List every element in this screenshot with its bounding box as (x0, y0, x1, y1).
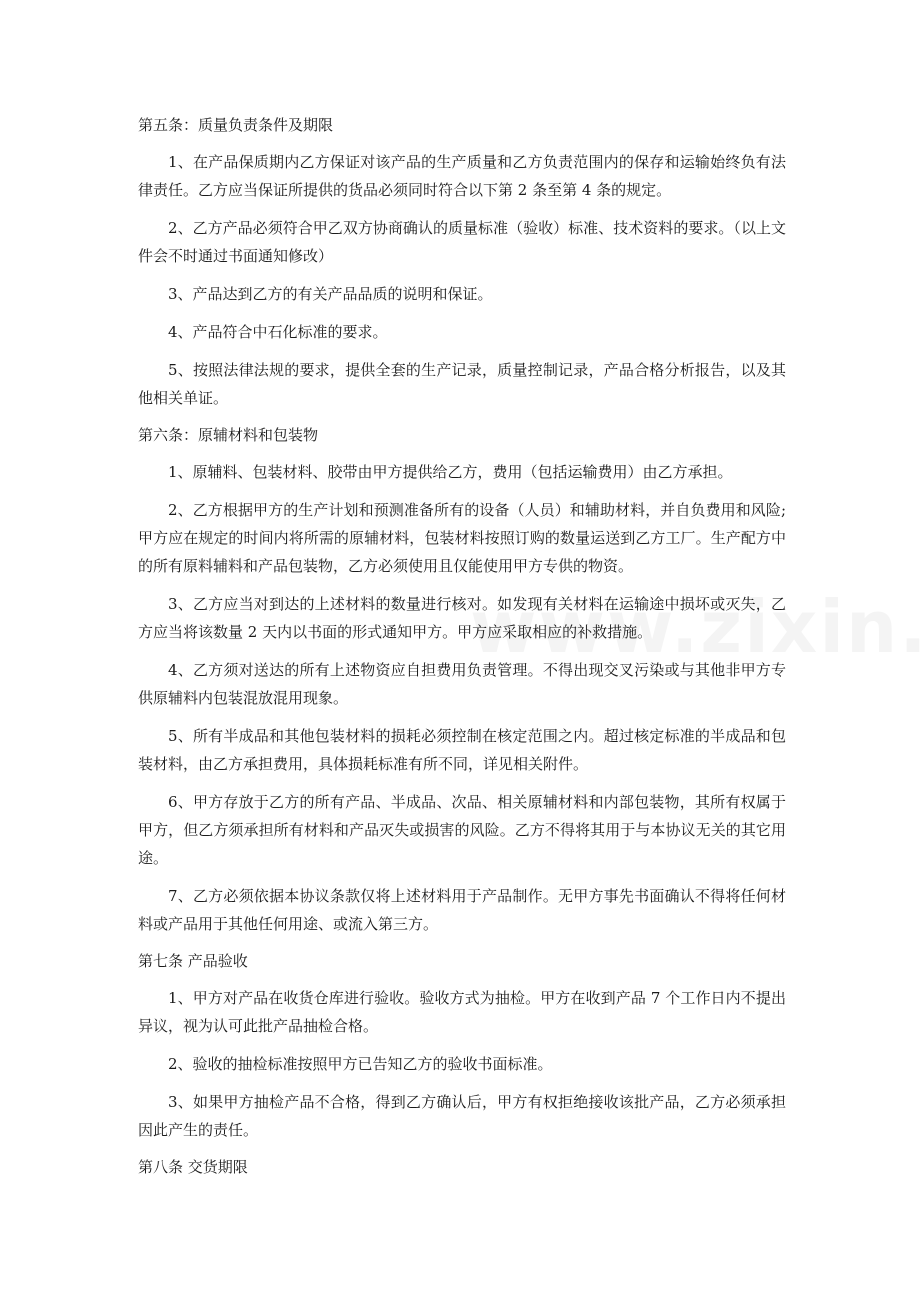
paragraph: 4、产品符合中石化标准的要求。 (168, 323, 388, 341)
section-8 (138, 1154, 786, 1180)
section-7 (138, 948, 786, 1144)
paragraph: 1、甲方对产品在收货仓库进行验收。验收方式为抽检。甲方在收到产品 7 个工作日内不提出异议，视为认可此批产品抽检合格。 (138, 989, 786, 1035)
paragraph: 2、乙方产品必须符合甲乙双方协商确认的质量标准（验收）标准、技术资料的要求。（以上文件会不时通过书面通知修改） (138, 219, 786, 265)
paragraph: 7、乙方必须依据本协议条款仅将上述材料用于产品制作。无甲方事先书面确认不得将任何材料或产品用于其他任何用途、或流入第三方。 (138, 887, 786, 933)
section-heading: 第六条：原辅材料和包装物 (138, 426, 319, 444)
paragraph: 1、在产品保质期内乙方保证对该产品的生产质量和乙方负责范围内的保存和运输始终负有法律责任。乙方应当保证所提供的货品必须同时符合以下第 2 条至第 4 条的规定。 (138, 153, 786, 199)
section-heading: 第七条 产品验收 (138, 952, 248, 970)
paragraph: 5、所有半成品和其他包装材料的损耗必须控制在核定范围之内。超过核定标准的半成品和包装材料，由乙方承担费用，具体损耗标准有所不同，详见相关附件。 (138, 727, 786, 773)
paragraph: 4、乙方须对送达的所有上述物资应自担费用负责管理。不得出现交叉污染或与其他非甲方专供原辅料内包装混放混用现象。 (138, 661, 786, 707)
paragraph: 3、如果甲方抽检产品不合格，得到乙方确认后，甲方有权拒绝接收该批产品，乙方必须承担因此产生的责任。 (138, 1093, 786, 1139)
document-page (138, 112, 786, 1190)
paragraph: 3、乙方应当对到达的上述材料的数量进行核对。如发现有关材料在运输途中损坏或灭失，乙方应当将该数量 2 天内以书面的形式通知甲方。甲方应采取相应的补救措施。 (138, 595, 786, 641)
paragraph: 2、验收的抽检标准按照甲方已告知乙方的验收书面标准。 (168, 1055, 553, 1073)
section-6 (138, 422, 786, 938)
section-heading: 第八条 交货期限 (138, 1158, 248, 1176)
paragraph: 6、甲方存放于乙方的所有产品、半成品、次品、相关原辅材料和内部包装物，其所有权属于甲方，但乙方须承担所有材料和产品灭失或损害的风险。乙方不得将其用于与本协议无关的其它用途。 (138, 793, 786, 867)
paragraph: 3、产品达到乙方的有关产品品质的说明和保证。 (168, 285, 493, 303)
paragraph: 2、乙方根据甲方的生产计划和预测准备所有的设备（人员）和辅助材料，并自负费用和风险; 甲方应在规定的时间内将所需的原辅材料，包装材料按照订购的数量运送到乙方工厂。生产配方中的所有原料辅料和产品包装物，乙方必须使用且仅能使用甲方专供的物资。 (138, 501, 786, 575)
paragraph: 5、按照法律法规的要求，提供全套的生产记录，质量控制记录，产品合格分析报告，以及其他相关单证。 (138, 361, 786, 407)
section-5 (138, 112, 786, 412)
section-heading: 第五条：质量负责条件及期限 (138, 116, 334, 134)
paragraph: 1、原辅料、包装材料、胶带由甲方提供给乙方，费用（包括运输费用）由乙方承担。 (168, 463, 733, 481)
